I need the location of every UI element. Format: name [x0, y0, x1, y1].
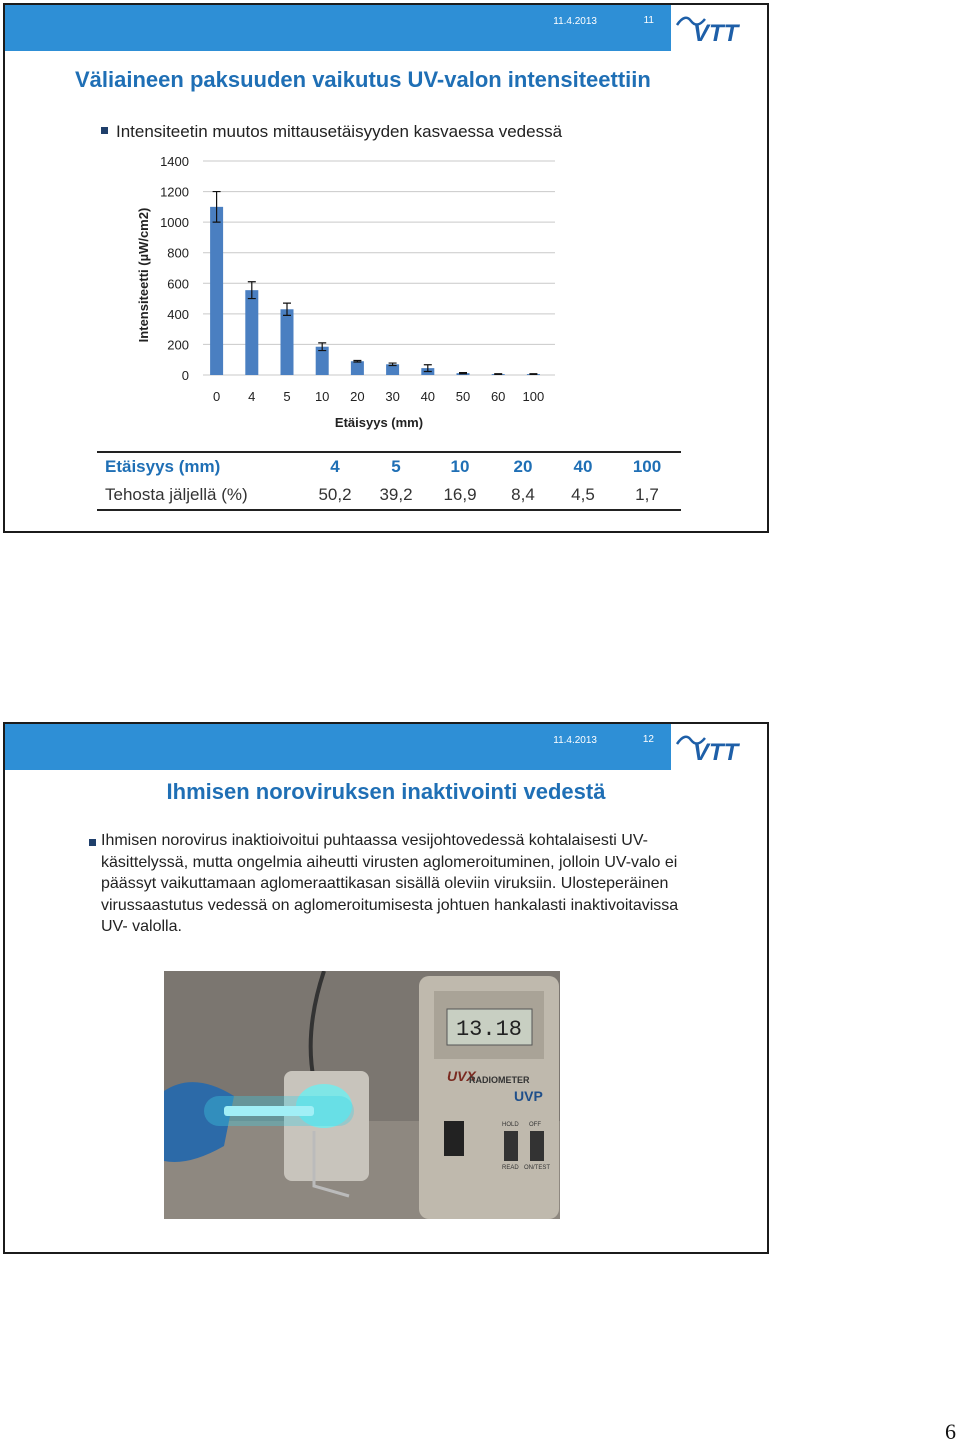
y-tick-label: 600 [167, 276, 189, 292]
x-tick-label: 50 [455, 389, 471, 404]
vtt-logo-icon [671, 5, 767, 51]
radiometer-ontest: ON/TEST [524, 1165, 551, 1171]
x-tick-label: 20 [350, 389, 365, 404]
table-cell: 16,9 [427, 481, 493, 510]
bar [210, 207, 223, 375]
vtt-logo [671, 724, 767, 770]
y-tick-label: 1000 [160, 215, 189, 231]
slide-title: Väliaineen paksuuden vaikutus UV-valon intensiteettiin [75, 67, 651, 92]
bar [245, 290, 258, 375]
slide-date: 11.4.2013 [553, 16, 597, 27]
radiometer-hold: HOLD [502, 1122, 519, 1128]
data-table [97, 451, 681, 511]
bullet-item [101, 830, 701, 938]
bars [210, 207, 540, 375]
y-tick-label: 200 [167, 337, 189, 353]
radiometer-display: 13.18 [455, 1017, 523, 1042]
table-header-cell: Etäisyys (mm) [97, 452, 305, 481]
page-number: 6 [945, 1419, 956, 1444]
svg-text:VTT: VTT [693, 20, 739, 47]
table-cell: 39,2 [365, 481, 427, 510]
slide-number: 12 [642, 734, 654, 745]
bullet-square-icon [89, 839, 96, 846]
x-tick-labels [213, 389, 544, 404]
table-header-cell: 10 [427, 452, 493, 481]
slide-12 [3, 722, 769, 1254]
y-tick-label: 0 [181, 368, 189, 383]
slide-header [5, 5, 767, 51]
table-header-cell: 5 [365, 452, 427, 481]
table-header-row [97, 452, 681, 481]
intensity-bar-chart [5, 145, 769, 445]
y-tick-label: 1400 [160, 154, 189, 169]
svg-text:VTT: VTT [693, 739, 739, 766]
table-cell: 4,5 [553, 481, 613, 510]
slide-title: Ihmisen noroviruksen inaktivointi vedestä [166, 779, 606, 804]
vtt-logo [671, 5, 767, 51]
bullet-text: Ihmisen norovirus inaktioivoitui puhtaassa vesijohtovedessä kohtalaisesti UV-käsittelyssä, mutta ongelmia aiheutti virusten aglomeroituminen, jolloin UV-valo ei päässyt vaikuttamaan aglomeraattikasan sisällä oleviin viruksiin. Ulosteperäinen virussaastutus vedessä on aglomeroitumisesta johtuen hankalasti inaktivoitavissa UV- valolla. [101, 832, 679, 935]
y-tick-labels [160, 154, 189, 383]
radiometer-brand: UVX [447, 1068, 476, 1084]
bullet-square-icon [101, 127, 108, 134]
x-tick-label: 5 [283, 389, 291, 404]
vtt-logo-icon [671, 724, 767, 770]
x-tick-label: 30 [385, 389, 400, 404]
x-axis-label: Etäisyys (mm) [334, 415, 424, 430]
slide-header [5, 724, 767, 770]
y-tick-label: 400 [167, 306, 189, 322]
radiometer-brand2: UVP [514, 1088, 543, 1104]
error-bar [389, 363, 397, 365]
error-bar [494, 374, 502, 375]
y-tick-label: 1200 [160, 184, 189, 200]
table-cell: 1,7 [613, 481, 681, 510]
table-cell: Tehosta jäljellä (%) [97, 481, 305, 510]
radiometer-device: RADIOMETER [469, 1075, 530, 1085]
x-tick-label: 10 [314, 389, 330, 404]
x-tick-label: 100 [522, 389, 545, 404]
table-row [97, 481, 681, 510]
error-bar [529, 374, 537, 375]
x-tick-label: 60 [490, 389, 506, 404]
bar [351, 361, 364, 375]
uv-radiometer-photo [164, 971, 560, 1219]
slide-11 [3, 3, 769, 533]
radiometer-off: OFF [529, 1122, 541, 1128]
bar [281, 309, 294, 375]
table-cell: 8,4 [493, 481, 553, 510]
table-cell: 50,2 [305, 481, 365, 510]
table-header-cell: 40 [553, 452, 613, 481]
x-tick-label: 40 [420, 389, 436, 404]
y-axis-label: Intensiteetti (µW/cm2) [136, 207, 151, 343]
x-tick-label: 0 [212, 389, 221, 404]
table-header-cell: 20 [493, 452, 553, 481]
y-tick-label: 800 [167, 245, 189, 261]
bullet-item [101, 122, 562, 142]
table-header-cell: 100 [613, 452, 681, 481]
slide-number: 11 [643, 15, 654, 26]
table-header-cell: 4 [305, 452, 365, 481]
slide-date: 11.4.2013 [553, 735, 597, 746]
radiometer-read: READ [502, 1165, 519, 1171]
bullet-text: Intensiteetin muutos mittausetäisyyden kasvaessa vedessä [116, 122, 563, 141]
x-tick-label: 4 [248, 389, 256, 404]
